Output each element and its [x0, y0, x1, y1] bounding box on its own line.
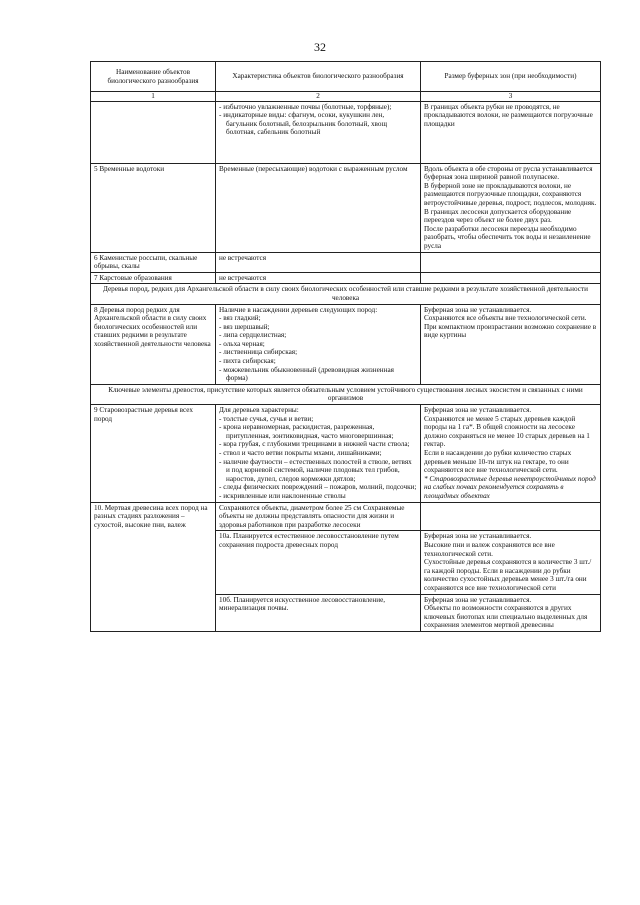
row6-col3: [421, 252, 601, 272]
list-item: - толстые сучья, сучья и ветви;: [219, 415, 417, 424]
text-line: В границах лесосеки допускается оборудование переездов через объект не более двух раз.: [424, 207, 572, 225]
row10a-col3: [421, 531, 601, 594]
row5-col1: 5 Временные водотоки: [91, 163, 216, 252]
list-item: - избыточно увлажненные почвы (болотные, торфяные);: [219, 103, 417, 112]
row10-col2: Сохраняются объекты, диаметром более 25 см Сохраняемые объекты не должны представлять опасности для жизни и здоровья работников при разработке лесосеки: [216, 502, 421, 531]
table-row: [91, 405, 601, 503]
col-number-1: 1: [91, 92, 216, 102]
row8-col1: 8 Деревья пород редких для Архангельской области в силу своих биологических особенностей или ставших редкими в результате хозяйственной деятельности человека: [91, 304, 216, 384]
text-line: После разработки лесосеки переезды необходимо разобрать, чтобы обеспечить ток воды и незаиленение русла: [424, 224, 591, 250]
list-item: - индикаторные виды: сфагнум, осоки, кукушкин лен, багульник болотный, белозрыльник болотный, хвощ болотная, сабельник болотный: [219, 111, 417, 137]
row7-col1: 7 Карстовые образования: [91, 272, 216, 284]
footnote-text: * Старовозрастные деревья неветроустойчивых пород на слабых почвах рекомендуется сохранять в площадных объектах: [424, 474, 596, 500]
text-line: Буферная зона не устанавливается.: [424, 595, 532, 604]
text-line: Наличие в насаждении деревьев следующих пород:: [219, 305, 378, 314]
row10-col3: [421, 502, 601, 531]
row6-col1: 6 Каменистые россыпи, скальные обрывы, скалы: [91, 252, 216, 272]
text-line: При компактном произрастании возможно сохранение в виде куртины: [424, 322, 597, 340]
row10-col1: 10. Мертвая древесина всех пород на разных стадиях разложения – сухостой, высокие пни, валеж: [91, 502, 216, 631]
text-line: Если в насаждении до рубки количество старых деревьев меньше 10-ти штук на гектаре, то они сохраняются все вне технологической сети.: [424, 449, 572, 475]
row8-col2: [216, 304, 421, 384]
list-item: - липа сердцелистная;: [219, 331, 417, 340]
section-row: [91, 384, 601, 404]
row-cont-col2: [216, 101, 421, 163]
text-line: Объекты по возможности сохраняются в других ключевых биотопах или специально выделенных для сохранения элементов мертвой древесины: [424, 604, 588, 630]
section-row: [91, 284, 601, 304]
row9-col1: 9 Старовозрастные деревья всех пород: [91, 405, 216, 503]
list-item: - пихта сибирская;: [219, 357, 417, 366]
text-line: Сохраняются не менее 5 старых деревьев каждой породы на 1 га*. В общей сложности на лесосеке должно сохраняться не менее 10 старых деревьев на 1 гектар.: [424, 414, 590, 449]
list-item: - вяз шершавый;: [219, 323, 417, 332]
list-item: - вяз гладкий;: [219, 314, 417, 323]
row5-col2: Временные (пересыхающие) водотоки с выраженным руслом: [216, 163, 421, 252]
list-item: - можжевельник обыкновенный (древовидная жизненная форма): [219, 366, 417, 383]
list-item: - следы физических повреждений – пожаров, молний, подсочки;: [219, 483, 417, 492]
text-line: Сохраняются все объекты вне технологической сети.: [424, 314, 587, 323]
text-line: Буферная зона не устанавливается.: [424, 532, 532, 541]
table-row: [91, 272, 601, 284]
col-number-2: 2: [216, 92, 421, 102]
row-cont-col3: В границах объекта рубки не проводятся, не прокладываются волоки, не размещаются погрузочные площадки: [421, 101, 601, 163]
table-header-row: [91, 62, 601, 92]
row7-col3: [421, 272, 601, 284]
table-row: [91, 304, 601, 384]
header-col2: Характеристика объектов биологического разнообразия: [216, 62, 421, 92]
text-line: Высокие пни и валеж сохраняются все вне технологической сети.: [424, 540, 555, 558]
list-item: - лиственница сибирская;: [219, 348, 417, 357]
text-line: В буферной зоне не прокладываются волоки, не размещаются погрузочные площадки, сохраняются ветроустойчивые деревья, подрост, подлесок, молодняк.: [424, 181, 597, 207]
row-cont-col1: [91, 101, 216, 163]
section-heading-key-elements: Ключевые элементы древостоя, присутствие которых является обязательным условием устойчивого существования лесных экосистем и связанных с ними организмов: [91, 384, 601, 404]
table-row: [91, 163, 601, 252]
text-line: Буферная зона не устанавливается.: [424, 305, 532, 314]
column-number-row: [91, 92, 601, 102]
row10a-col2: 10а. Планируется естественное лесовосстановление путем сохранения подроста древесных пород: [216, 531, 421, 594]
row6-col2: не встречаются: [216, 252, 421, 272]
row9-col3: [421, 405, 601, 503]
list-item: - наличие фаутности – естественных полостей в стволе, ветвях и под корневой системой, наличие плодовых тел грибов, наростов, дупел, следов кормежки дятлов;: [219, 458, 417, 484]
row8-col3: [421, 304, 601, 384]
header-col1: Наименование объектов биологического разнообразия: [91, 62, 216, 92]
row10b-col3: [421, 594, 601, 631]
table-row: [91, 252, 601, 272]
section-heading-rare-trees: Деревья пород, редких для Архангельской области в силу своих биологических особенностей или ставшие редкими в результате хозяйственной деятельности человека: [91, 284, 601, 304]
list-item: - ольха черная;: [219, 340, 417, 349]
list-item: - ствол и часто ветви покрыты мхами, лишайниками;: [219, 449, 417, 458]
row7-col2: не встречаются: [216, 272, 421, 284]
header-col3: Размер буферных зон (при необходимости): [421, 62, 601, 92]
row10b-col2: 10б. Планируется искусственное лесовосстановление, минерализация почвы.: [216, 594, 421, 631]
text-line: Для деревьев характерны:: [219, 406, 299, 415]
text-line: Буферная зона не устанавливается.: [424, 406, 532, 415]
table-row: [91, 502, 601, 531]
row9-col2: [216, 405, 421, 503]
text-line: Сухостойные деревья сохраняются в количестве 3 шт./га каждой породы. Если в насаждении до рубки количество сухостойных деревьев менее 3 шт./га они сохраняются все вне технологической сети: [424, 558, 592, 592]
biodiversity-table: [90, 61, 601, 632]
col-number-3: 3: [421, 92, 601, 102]
list-item: - кора грубая, с глубокими трещинами в нижней части ствола;: [219, 440, 417, 449]
text-line: Вдоль объекта в обе стороны от русла устанавливается буферная зона шириной равной полупасеке.: [424, 164, 593, 182]
row5-col3: [421, 163, 601, 252]
list-item: - искривленные или наклоненные стволы: [219, 492, 417, 501]
list-item: - крона неравномерная, раскидистая, разреженная, притупленная, зонтиковидная, часто многовершинная;: [219, 423, 417, 440]
table-row: [91, 101, 601, 163]
page-number: 32: [314, 40, 326, 54]
